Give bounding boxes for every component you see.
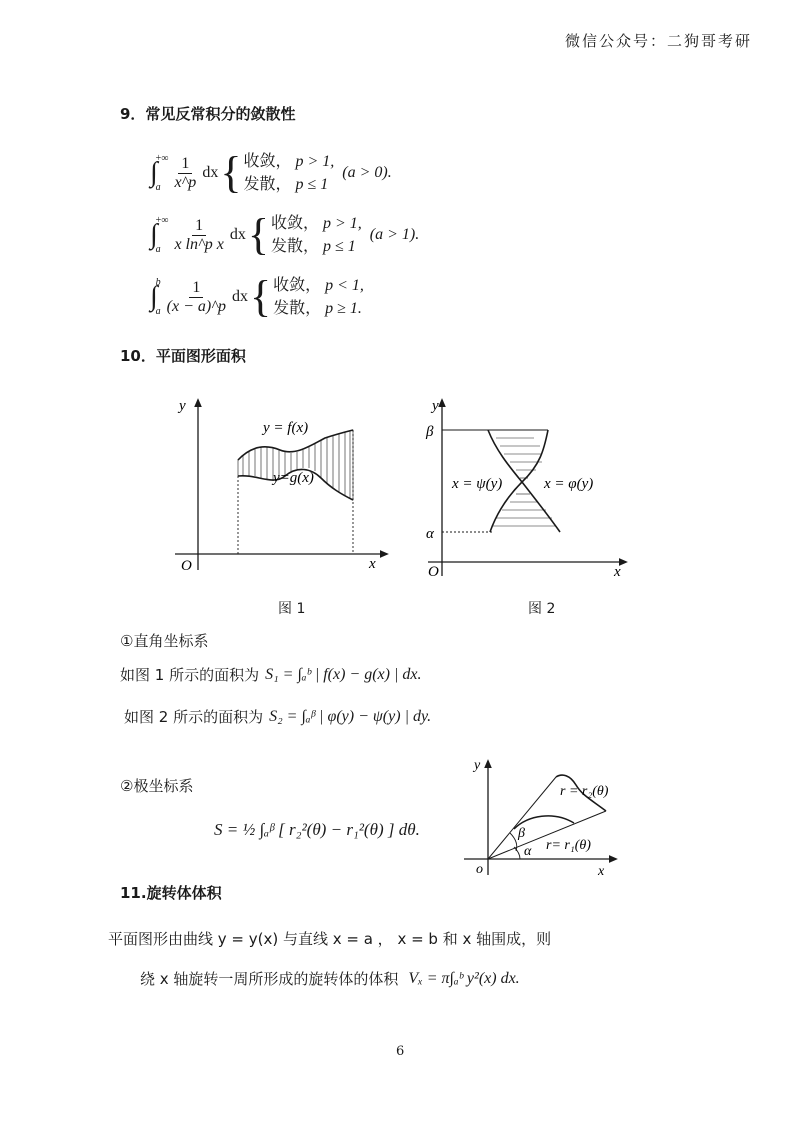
left-brace: { [249, 272, 272, 321]
section-11-line-1: 平面图形由曲线 y = y(x) 与直线 x = a ， x = b 和 x 轴围成，则 [108, 930, 552, 948]
numerator: 1 [178, 155, 192, 174]
dx: dx [231, 288, 248, 305]
condition-note: (a > 0). [342, 164, 392, 181]
condition-note: (a > 1). [369, 226, 420, 243]
cartesian-area-line-1 [120, 664, 421, 685]
integral-limits [156, 153, 169, 193]
case-converge-cond: p < 1, [325, 277, 364, 294]
integral-sign: ∫ [150, 219, 158, 250]
lower-limit: a [155, 182, 161, 193]
left-brace: { [247, 210, 269, 259]
fraction [164, 279, 229, 316]
case-converge: 收敛， [270, 213, 319, 232]
y-axis-label: y [474, 758, 481, 773]
case-converge: 收敛， [273, 275, 322, 294]
integral-limits [156, 277, 161, 317]
y-axis-label: y [432, 398, 439, 414]
lower-limit: a [155, 306, 161, 317]
section-9-title: 9．常见反常积分的敛散性 [120, 105, 296, 123]
integral-sign: ∫ [150, 281, 158, 312]
line-1-text: 如图 1 所示的面积为 [120, 666, 260, 684]
curve-f-label: y = f(x) [263, 420, 309, 436]
upper-limit: +∞ [155, 215, 169, 226]
case-converge-cond: p > 1, [323, 215, 362, 232]
section-11-title: 11.旋转体体积 [120, 884, 222, 902]
subsection-cartesian-title: ①直角坐标系 [120, 632, 209, 650]
cases [243, 150, 334, 196]
integral-limits [156, 215, 169, 255]
case-converge-cond: p > 1, [295, 153, 335, 170]
page-number: 6 [396, 1044, 405, 1059]
x-axis-label: x [369, 556, 376, 572]
origin-label: O [181, 558, 192, 574]
header-watermark: 微信公众号：二狗哥考研 [564, 32, 752, 50]
case-diverge: 发散， [273, 298, 322, 317]
figure-1-caption: 图 1 [278, 601, 306, 617]
cases [273, 274, 364, 320]
dx: dx [229, 226, 246, 243]
integral-sign: ∫ [150, 157, 158, 188]
curve-phi-label: x = φ(y) [544, 476, 594, 492]
case-converge: 收敛， [243, 151, 292, 170]
curve-g-label: y=g(x) [273, 470, 314, 486]
figure-1 [165, 390, 395, 580]
formula-improper-3 [150, 274, 364, 320]
formula-improper-1 [150, 150, 392, 196]
x-axis-label: x [614, 564, 621, 580]
origin-label: o [476, 862, 483, 877]
upper-limit: b [155, 277, 161, 288]
line-2-formula: Vₓ = π∫ₐᵇ y²(x) dx. [408, 969, 520, 987]
subsection-polar-title: ②极坐标系 [120, 777, 194, 795]
line-2-formula: S₂ = ∫ₐᵝ | φ(y) − ψ(y) | dy. [269, 707, 432, 725]
beta-label: β [518, 826, 525, 841]
numerator: 1 [192, 217, 206, 236]
figure-2-caption: 图 2 [528, 601, 556, 617]
line-2-text: 绕 x 轴旋转一周所形成的旋转体的体积 [140, 970, 399, 988]
lower-limit: a [155, 244, 161, 255]
cases [271, 212, 362, 258]
line-2-text: 如图 2 所示的面积为 [124, 708, 264, 726]
case-diverge-cond: p ≤ 1 [323, 238, 356, 255]
line-1-formula: S₁ = ∫ₐᵇ | f(x) − g(x) | dx. [265, 665, 422, 683]
polar-area-formula: S = ½ ∫ₐᵝ [ r₂²(θ) − r₁²(θ) ] dθ. [214, 820, 420, 839]
curve-r2-label: r = r₂(θ) [560, 784, 609, 799]
formula-improper-2 [150, 212, 419, 258]
case-diverge-cond: p ≤ 1 [295, 176, 329, 193]
polar-figure [458, 755, 628, 885]
numerator: 1 [189, 279, 203, 298]
origin-label: O [428, 564, 439, 580]
cartesian-area-line-2 [124, 706, 431, 727]
alpha-label: α [426, 526, 434, 542]
curve-r1-label: r= r₁(θ) [546, 838, 591, 853]
curve-psi-label: x = ψ(y) [452, 476, 503, 492]
beta-label: β [426, 424, 434, 440]
case-diverge: 发散， [243, 174, 292, 193]
alpha-label: α [524, 844, 532, 859]
section-10-title: 10．平面图形面积 [120, 347, 246, 365]
section-11-line-2 [140, 968, 520, 989]
fraction [171, 217, 226, 254]
case-diverge-cond: p ≥ 1. [325, 300, 362, 317]
denominator: (x − a)^p [166, 297, 226, 315]
denominator: x^p [174, 173, 197, 191]
upper-limit: +∞ [155, 153, 169, 164]
figure-2 [418, 390, 633, 580]
x-axis-label: x [598, 864, 605, 879]
denominator: x ln^p x [174, 235, 224, 253]
y-axis-label: y [179, 398, 186, 414]
case-diverge: 发散， [270, 236, 319, 255]
left-brace: { [220, 148, 242, 197]
dx: dx [202, 164, 219, 181]
fraction [171, 155, 199, 192]
